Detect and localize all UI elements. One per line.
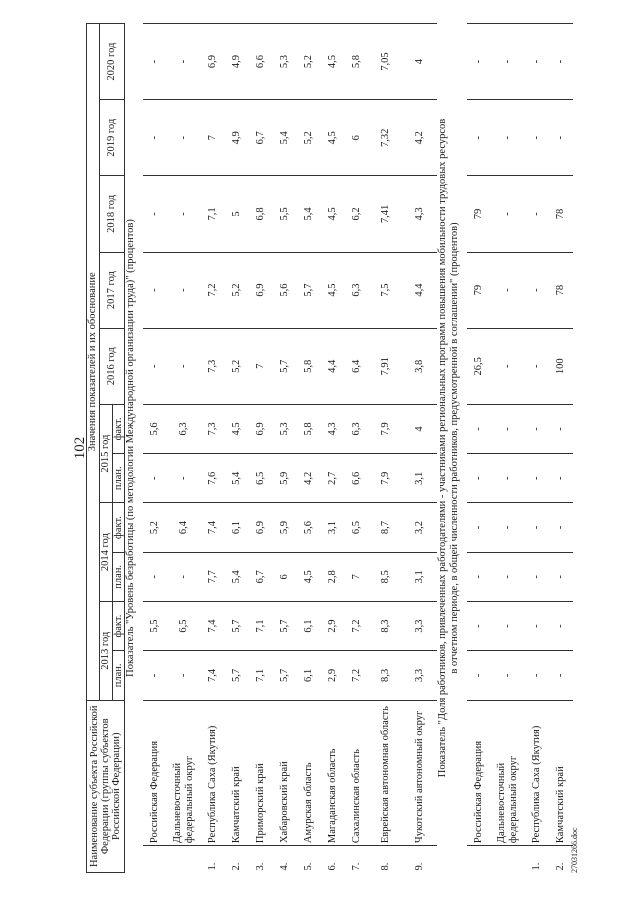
table-row <box>297 24 321 873</box>
value-cell: 5,7 <box>225 651 249 700</box>
value-cell: - <box>525 503 549 552</box>
fact-header: факт. <box>112 503 125 552</box>
subject-name: Хабаровский край <box>273 700 297 846</box>
subject-name: Чукотский автономный округ <box>403 700 437 846</box>
year-header-2017: 2017 год <box>99 252 125 328</box>
value-cell: 5,7 <box>297 252 321 328</box>
value-cell: - <box>143 24 167 100</box>
value-cell: 7,4 <box>201 651 225 700</box>
table-row <box>549 24 573 873</box>
table-row <box>249 24 273 873</box>
value-cell: - <box>467 24 491 100</box>
subject-name: Сахалинская область <box>345 700 369 846</box>
indicator-row <box>125 24 143 873</box>
value-cell: 6,9 <box>249 503 273 552</box>
values-header: Значения показателей и их обоснование <box>87 24 100 701</box>
indicator-title: Показатель "Уровень безработицы (по методологии Международной организации труда)" (процентов) <box>125 219 137 677</box>
value-cell: 79 <box>467 252 491 328</box>
value-cell: - <box>491 503 525 552</box>
year-header-2013: 2013 год <box>99 601 112 700</box>
table-row <box>201 24 225 873</box>
value-cell: 6,1 <box>297 651 321 700</box>
value-cell: - <box>491 404 525 453</box>
value-cell: 3,1 <box>403 454 437 503</box>
subject-name: Амурская область <box>297 700 321 846</box>
row-number <box>143 846 167 873</box>
value-cell: 4,5 <box>321 100 345 176</box>
value-cell: 5,7 <box>273 601 297 650</box>
page-number: 102 <box>72 436 88 460</box>
value-cell: 6,3 <box>167 404 201 453</box>
year-header-2016: 2016 год <box>99 328 125 404</box>
value-cell: 4,4 <box>403 252 437 328</box>
value-cell: 4 <box>403 404 437 453</box>
value-cell: - <box>467 601 491 650</box>
value-cell: 7,2 <box>345 601 369 650</box>
subject-name: Камчатский край <box>549 700 573 846</box>
value-cell: 5,8 <box>297 404 321 453</box>
row-number <box>491 846 525 873</box>
value-cell: 4,2 <box>297 454 321 503</box>
value-cell: 6,7 <box>249 552 273 601</box>
row-number <box>167 846 201 873</box>
year-header-2020: 2020 год <box>99 24 125 100</box>
value-cell: - <box>549 601 573 650</box>
value-cell: - <box>167 328 201 404</box>
value-cell: - <box>549 404 573 453</box>
table-row <box>345 24 369 873</box>
row-number: 1. <box>201 846 225 873</box>
value-cell: 8,5 <box>369 552 403 601</box>
subject-name: Камчатский край <box>225 700 249 846</box>
value-cell: - <box>167 176 201 252</box>
value-cell: - <box>491 328 525 404</box>
table-row <box>273 24 297 873</box>
indicator-row <box>449 24 467 873</box>
row-number: 6. <box>321 846 345 873</box>
plan-header: план. <box>112 552 125 601</box>
value-cell: - <box>491 100 525 176</box>
value-cell: 7,2 <box>345 651 369 700</box>
value-cell: 7,3 <box>201 404 225 453</box>
indicators-table <box>86 23 573 873</box>
value-cell: - <box>491 24 525 100</box>
value-cell: 6 <box>273 552 297 601</box>
value-cell: 7,91 <box>369 328 403 404</box>
value-cell: 4,5 <box>321 24 345 100</box>
value-cell: 5,5 <box>273 176 297 252</box>
value-cell: 5,6 <box>273 252 297 328</box>
value-cell: 7,1 <box>249 651 273 700</box>
value-cell: 3,2 <box>403 503 437 552</box>
value-cell: 6,7 <box>249 100 273 176</box>
value-cell: 6,6 <box>345 454 369 503</box>
value-cell: 6,6 <box>249 24 273 100</box>
table-row <box>321 24 345 873</box>
value-cell: - <box>491 454 525 503</box>
subject-name: Приморский край <box>249 700 273 846</box>
value-cell: 3,1 <box>321 503 345 552</box>
value-cell: 6,1 <box>297 601 321 650</box>
value-cell: 6,4 <box>167 503 201 552</box>
value-cell: - <box>143 651 167 700</box>
value-cell: - <box>467 503 491 552</box>
value-cell: 4,9 <box>225 100 249 176</box>
fact-header: факт. <box>112 601 125 650</box>
value-cell: 6,3 <box>345 252 369 328</box>
subject-name: Республика Саха (Якутия) <box>525 700 549 846</box>
value-cell: 8,3 <box>369 601 403 650</box>
value-cell: - <box>167 24 201 100</box>
table-row <box>143 24 167 873</box>
value-cell: 78 <box>549 176 573 252</box>
value-cell: 3,1 <box>403 552 437 601</box>
value-cell: 6,8 <box>249 176 273 252</box>
subject-name: Российская Федерация <box>467 700 491 846</box>
value-cell: 100 <box>549 328 573 404</box>
value-cell: 5,8 <box>345 24 369 100</box>
rotated-content <box>70 23 590 873</box>
value-cell: 7,9 <box>369 454 403 503</box>
value-cell: 4,2 <box>403 100 437 176</box>
value-cell: 7,05 <box>369 24 403 100</box>
value-cell: 5,7 <box>225 601 249 650</box>
plan-header: план. <box>112 454 125 503</box>
value-cell: 6,3 <box>345 404 369 453</box>
value-cell: 4,9 <box>225 24 249 100</box>
value-cell: - <box>525 176 549 252</box>
value-cell: - <box>549 24 573 100</box>
value-cell: - <box>525 454 549 503</box>
value-cell: - <box>525 404 549 453</box>
value-cell: 7 <box>249 328 273 404</box>
value-cell: 4 <box>403 24 437 100</box>
value-cell: - <box>525 601 549 650</box>
value-cell: 6,4 <box>345 328 369 404</box>
year-header-2018: 2018 год <box>99 176 125 252</box>
value-cell: 4,5 <box>321 176 345 252</box>
value-cell: 7,6 <box>201 454 225 503</box>
row-number: 1. <box>525 846 549 873</box>
value-cell: 5,2 <box>225 328 249 404</box>
plan-header: план. <box>112 651 125 700</box>
value-cell: 6,5 <box>345 503 369 552</box>
table-body <box>125 24 573 873</box>
value-cell: 5,2 <box>143 503 167 552</box>
value-cell: 4,3 <box>403 176 437 252</box>
value-cell: 5,3 <box>273 404 297 453</box>
value-cell: - <box>467 404 491 453</box>
value-cell: - <box>143 252 167 328</box>
value-cell: 7,3 <box>201 328 225 404</box>
value-cell: 8,3 <box>369 651 403 700</box>
value-cell: 7 <box>201 100 225 176</box>
value-cell: 5,3 <box>273 24 297 100</box>
value-cell: 5,6 <box>297 503 321 552</box>
indicator-title: Показатель "Доля работников, привлеченных работодателями - участниками региональных программ повышения мобильности трудовых ресурсов <box>437 118 448 778</box>
value-cell: 4,5 <box>297 552 321 601</box>
value-cell: - <box>143 328 167 404</box>
value-cell: 7,1 <box>201 176 225 252</box>
value-cell: - <box>491 552 525 601</box>
table-row <box>467 24 491 873</box>
value-cell: 4,4 <box>321 328 345 404</box>
value-cell: 5,5 <box>143 601 167 650</box>
value-cell: - <box>491 651 525 700</box>
row-number: 5. <box>297 846 321 873</box>
value-cell: 5,9 <box>273 503 297 552</box>
value-cell: 26,5 <box>467 328 491 404</box>
value-cell: 8,7 <box>369 503 403 552</box>
value-cell: 7,4 <box>201 601 225 650</box>
value-cell: 3,8 <box>403 328 437 404</box>
value-cell: - <box>525 328 549 404</box>
value-cell: 7,9 <box>369 404 403 453</box>
value-cell: 6,5 <box>249 454 273 503</box>
value-cell: 5,4 <box>273 100 297 176</box>
year-header-2014: 2014 год <box>99 503 112 602</box>
year-header-2019: 2019 год <box>99 100 125 176</box>
value-cell: 4,3 <box>321 404 345 453</box>
value-cell: 5,4 <box>225 454 249 503</box>
row-number: 2. <box>549 846 573 873</box>
row-number <box>467 846 491 873</box>
subject-header: Наименование субъекта Российской Федерации (группы субъектов Российской Федерации) <box>87 700 125 872</box>
value-cell: 6,9 <box>201 24 225 100</box>
fact-header: факт. <box>112 404 125 453</box>
subject-name: Российская Федерация <box>143 700 167 846</box>
value-cell: - <box>143 454 167 503</box>
value-cell: 5,9 <box>273 454 297 503</box>
value-cell: 5,4 <box>225 552 249 601</box>
year-header-2015: 2015 год <box>99 404 112 503</box>
table-row <box>167 24 201 873</box>
value-cell: - <box>491 176 525 252</box>
value-cell: 4,5 <box>225 404 249 453</box>
value-cell: 5,2 <box>297 100 321 176</box>
table-row <box>491 24 525 873</box>
subject-name: Еврейская автономная область <box>369 700 403 846</box>
header-row-1 <box>87 24 100 873</box>
value-cell: - <box>143 176 167 252</box>
value-cell: 5,8 <box>297 328 321 404</box>
value-cell: - <box>167 651 201 700</box>
table-row <box>403 24 437 873</box>
row-number: 7. <box>345 846 369 873</box>
value-cell: - <box>167 552 201 601</box>
value-cell: - <box>143 100 167 176</box>
value-cell: 3,3 <box>403 601 437 650</box>
value-cell: 7 <box>345 552 369 601</box>
value-cell: 7,4 <box>201 503 225 552</box>
value-cell: 5,7 <box>273 328 297 404</box>
table-row <box>369 24 403 873</box>
value-cell: - <box>167 454 201 503</box>
subject-name: Дальневосточный федеральный округ <box>167 700 201 846</box>
value-cell: 2,9 <box>321 651 345 700</box>
value-cell: 2,7 <box>321 454 345 503</box>
table-row <box>525 24 549 873</box>
value-cell: - <box>525 100 549 176</box>
value-cell: - <box>491 252 525 328</box>
value-cell: - <box>549 651 573 700</box>
value-cell: 6 <box>345 100 369 176</box>
value-cell: - <box>467 454 491 503</box>
subject-name: Республика Саха (Якутия) <box>201 700 225 846</box>
subject-name: Магаданская область <box>321 700 345 846</box>
row-number: 9. <box>403 846 437 873</box>
value-cell: 7,2 <box>201 252 225 328</box>
value-cell: 7,1 <box>249 601 273 650</box>
value-cell: 6,2 <box>345 176 369 252</box>
doc-id: 27031266.doc <box>570 827 579 873</box>
row-number: 3. <box>249 846 273 873</box>
indicator-row <box>437 24 449 873</box>
value-cell: - <box>549 503 573 552</box>
value-cell: 7,5 <box>369 252 403 328</box>
indicator-title: в отчетном периоде, в общей численности работников, предусмотренной в соглашении" (процентов) <box>449 222 461 674</box>
value-cell: 5,4 <box>297 176 321 252</box>
value-cell: - <box>467 100 491 176</box>
subject-name: Дальневосточный федеральный округ <box>491 700 525 846</box>
value-cell: 2,9 <box>321 601 345 650</box>
value-cell: 6,5 <box>167 601 201 650</box>
value-cell: 5 <box>225 176 249 252</box>
value-cell: 5,7 <box>273 651 297 700</box>
row-number: 4. <box>273 846 297 873</box>
value-cell: 5,6 <box>143 404 167 453</box>
value-cell: 7,41 <box>369 176 403 252</box>
value-cell: 78 <box>549 252 573 328</box>
value-cell: - <box>525 651 549 700</box>
value-cell: - <box>549 454 573 503</box>
row-number: 8. <box>369 846 403 873</box>
value-cell: 6,9 <box>249 404 273 453</box>
value-cell: 5,2 <box>297 24 321 100</box>
value-cell: - <box>467 651 491 700</box>
value-cell: - <box>549 100 573 176</box>
value-cell: 7,32 <box>369 100 403 176</box>
value-cell: - <box>525 24 549 100</box>
value-cell: - <box>167 252 201 328</box>
value-cell: 3,3 <box>403 651 437 700</box>
value-cell: 5,2 <box>225 252 249 328</box>
value-cell: - <box>491 601 525 650</box>
value-cell: - <box>167 100 201 176</box>
value-cell: 2,8 <box>321 552 345 601</box>
value-cell: - <box>549 552 573 601</box>
value-cell: 6,1 <box>225 503 249 552</box>
value-cell: - <box>525 252 549 328</box>
value-cell: - <box>467 552 491 601</box>
value-cell: 6,9 <box>249 252 273 328</box>
value-cell: - <box>525 552 549 601</box>
value-cell: 4,5 <box>321 252 345 328</box>
table-row <box>225 24 249 873</box>
row-number: 2. <box>225 846 249 873</box>
value-cell: 79 <box>467 176 491 252</box>
value-cell: - <box>143 552 167 601</box>
value-cell: 7,7 <box>201 552 225 601</box>
